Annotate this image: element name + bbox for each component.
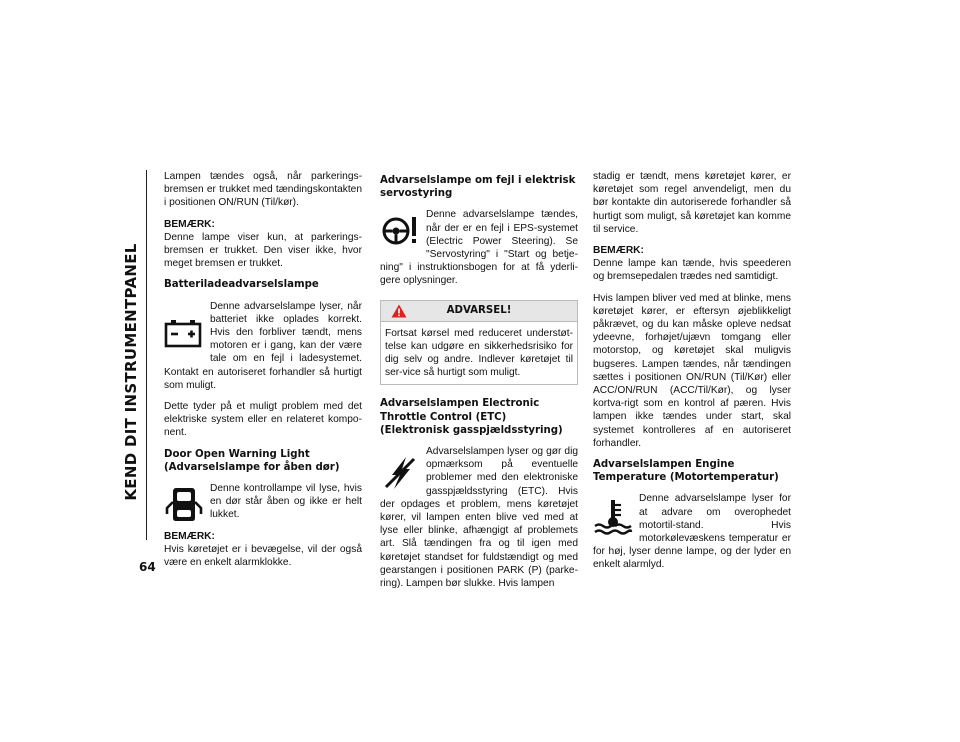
note-label-3: BEMÆRK:: [593, 245, 644, 257]
note-label-2: BEMÆRK:: [164, 530, 215, 542]
note-label: BEMÆRK:: [164, 218, 215, 230]
column-3: [593, 170, 791, 580]
note-text-3: Denne lampe kan tænde, hvis speederen og bremsepedalen trædes ned samtidigt.: [593, 258, 791, 283]
note-text-2: Hvis køretøjet er i bevægelse, vil der også være en enkelt alarmklokke.: [164, 543, 362, 569]
chapter-title: KEND DIT INSTRUMENTPANEL: [122, 243, 140, 501]
steering-warning-icon: [380, 210, 420, 250]
temp-heading: Advarselslampen Engine Temperature (Motortemperatur): [593, 459, 779, 484]
throttle-control-icon: [380, 453, 420, 493]
warning-triangle-icon: [391, 304, 407, 318]
chapter-divider: [146, 170, 147, 540]
eps-heading: Advarselslampe om fejl i elektrisk servostyring: [380, 175, 576, 200]
warning-header: [381, 301, 577, 322]
warning-box: [380, 300, 578, 386]
etc-heading: Advarselslampen Electronic Throttle Control (ETC) (Elektronisk gasspjældsstyring): [380, 398, 563, 436]
warning-title: ADVARSEL!: [446, 304, 512, 316]
etc-continued-text: stadig er tændt, mens køretøjet kører, er køretøjet som regel anvendeligt, men du bør kontakte din autoriserede forhandler så hurtigt som muligt, så køretøjet kan komme til service.: [593, 171, 791, 235]
column-1: [164, 170, 362, 577]
door-text: Denne kontrollampe vil lyse, hvis en dør står åben og ikke er helt lukket.: [210, 483, 362, 521]
battery-text-2: Dette tyder på et muligt problem med det elektriske system eller en relateret kompo-nent.: [164, 401, 362, 439]
battery-heading: Batteriladeadvarselslampe: [164, 279, 319, 291]
column-2: [380, 170, 578, 598]
battery-icon: [164, 314, 204, 354]
battery-text: Denne advarselslampe lyser, når batteriet ikke oplades korrekt. Hvis den forbliver tændt, mens motoren er i gang, kan der være tale om en fejl i ladesystemet. Kontakt en autoriseret forhandler så hurtigt som muligt.: [164, 300, 362, 391]
warning-text: Fortsat kørsel med reduceret understøt-telse kan udgøre en sikkerhedsrisiko for dig selv og andre. Indlever køretøjet til ser-vice så hurtigt som muligt.: [385, 327, 573, 379]
door-open-icon: [164, 484, 204, 524]
etc-text: Advarselslampen lyser og gør dig opmærksom på eventuelle problemer med den elektroniske gasspjældsstyring (ETC). Hvis der opdages et problem, mens køretøjet kører, vil lampen enten blive ved med at lyse eller blinke, afhængigt af problemets art. Slå tændingen fra og til igen med køretøjet standset for fuldstændigt og med gearstangen i positionen PARK (P) (parke-ring). Lampen bør slukke. Hvis lampen: [380, 446, 578, 590]
blink-text: Hvis lampen bliver ved med at blinke, mens køretøjet kører, er eftersyn øjeblikkeligt påkrævet, og du kan måske opleve nedsat ydeevne, forhøjet/ujævn tomgang eller motorstop, og køretøjet skal muligvis bugseres. Lampen tændes, når tændingen sættes i positionen ON/RUN (Til/Kør) eller ACC/ON/RUN (ACC/Til/Kør), og lyser kortva-rigt som en kontrol af pæren. Hvis lampen ikke tændes under start, skal systemet kontrolleres af en autoriseret forhandler.: [593, 292, 791, 449]
parking-brake-text: Lampen tændes også, når parkerings-bremsen er trukket med tændingskontakten i positionen ON/RUN (Til/kør).: [164, 171, 362, 209]
door-heading: Door Open Warning Light (Advarselslampe for åben dør): [164, 448, 340, 473]
page-number: 64: [139, 560, 156, 574]
note-text: Denne lampe viser kun, at parkerings-bremsen er trukket. Den viser ikke, hvor meget bremsen er trukket.: [164, 231, 362, 270]
temp-text: Denne advarselslampe lyser for at advare om overophedet motortil-stand. Hvis motorkølevæskens temperatur er for høj, lyser denne lampe, og der lyder en enkelt alarmlyd.: [593, 493, 791, 571]
eps-text: Denne advarselslampe tændes, når der er en fejl i EPS-systemet (Electric Power Steering). Se "Servostyring" i "Start og betje-ning" i instruktionsbogen for at få yderli-gere oplysninger.: [380, 209, 578, 287]
engine-temperature-icon: [593, 496, 633, 536]
